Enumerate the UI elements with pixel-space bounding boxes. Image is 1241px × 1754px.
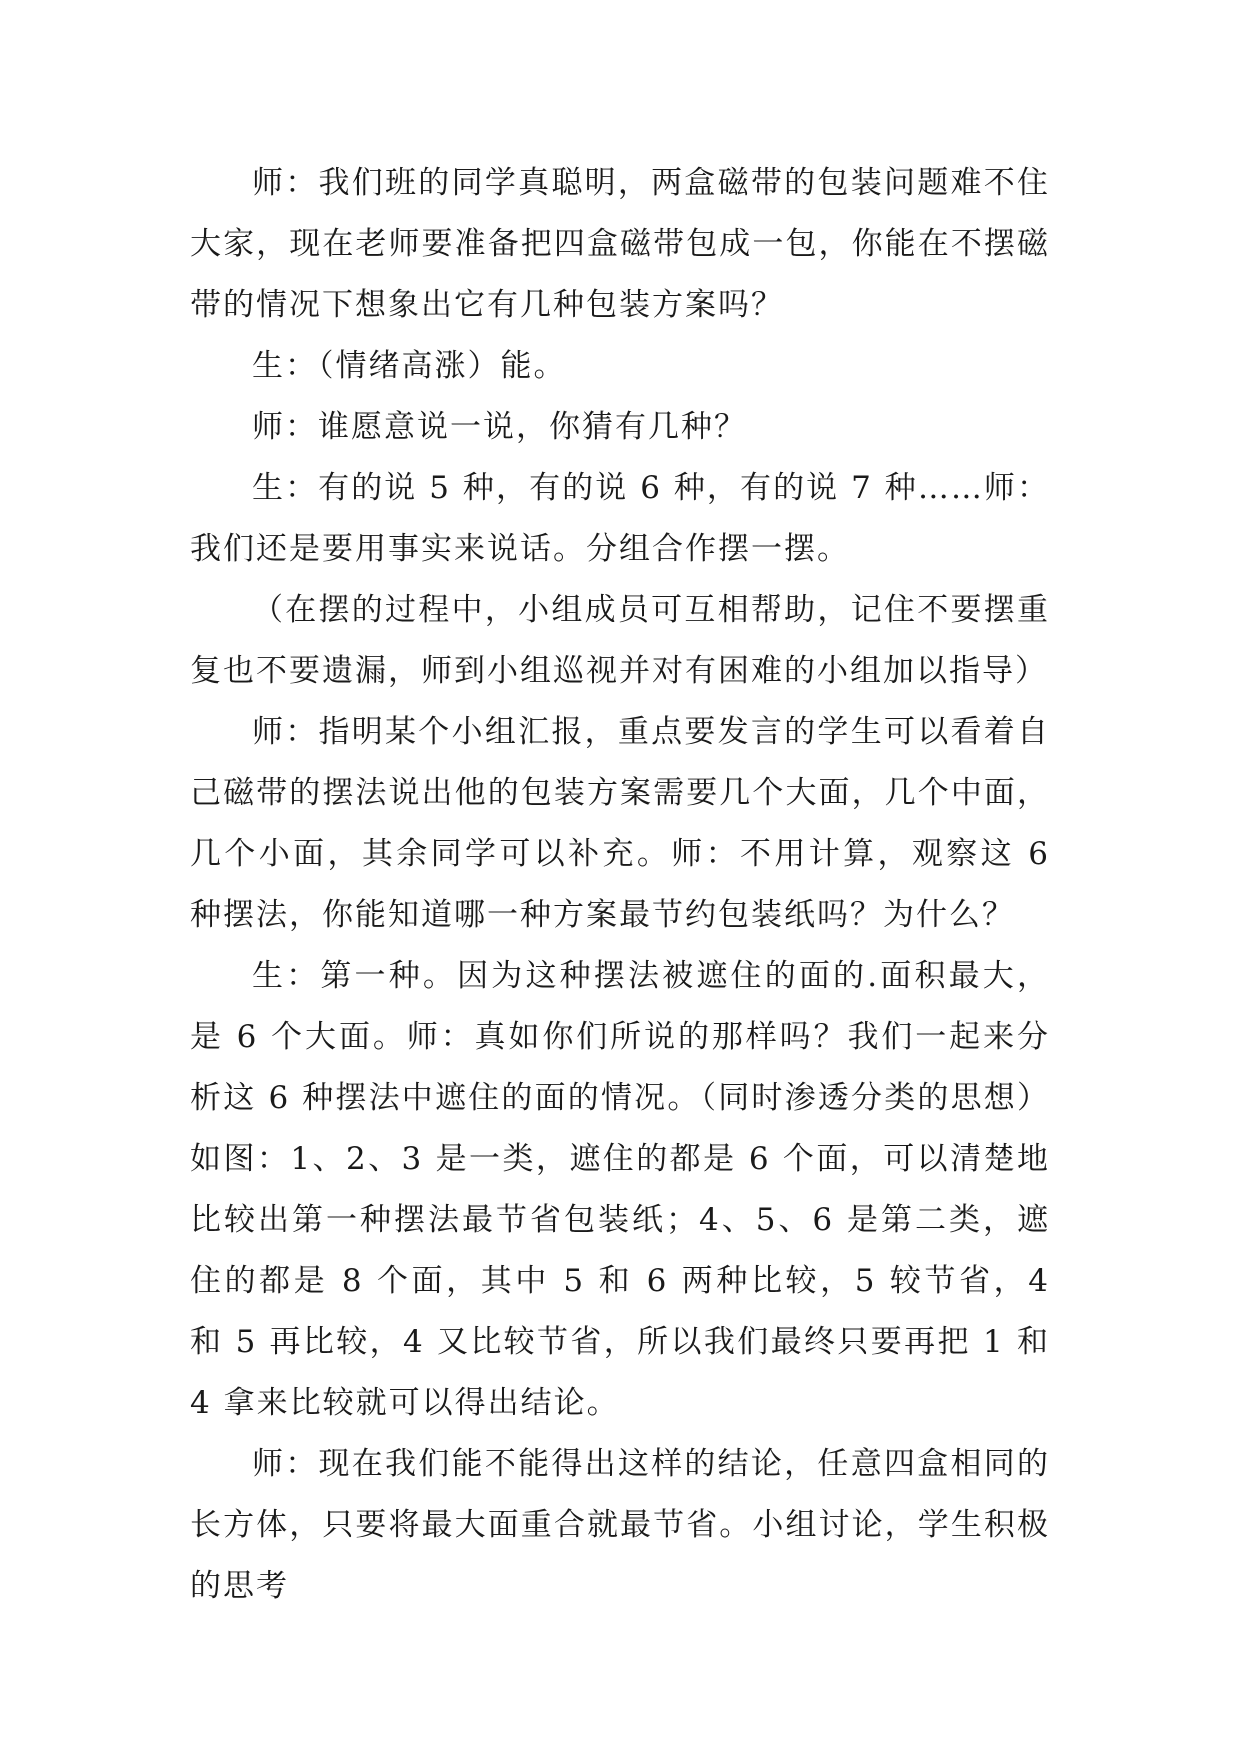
paragraph-teacher-question: 师：我们班的同学真聪明，两盒磁带的包装问题难不住大家，现在老师要准备把四盒磁带包成一包，你能在不摆磁带的情况下想象出它有几种包装方案吗？ xyxy=(190,165,1050,323)
paragraph-conclusion: 师：现在我们能不能得出这样的结论，任意四盒相同的长方体，只要将最大面重合就最节省。小组讨论，学生积极的思考 xyxy=(190,1446,1050,1604)
paragraph-student-guess: 生：有的说 5 种，有的说 6 种，有的说 7 种……师：我们还是要用事实来说话。分组合作摆一摆。 xyxy=(190,470,1050,567)
paragraph-student-answer: 生：（情绪高涨）能。 xyxy=(252,348,567,384)
paragraph-group-report: 师：指明某个小组汇报，重点要发言的学生可以看着自己磁带的摆法说出他的包装方案需要几个大面，几个中面，几个小面，其余同学可以补充。师：不用计算，观察这 6 种摆法，你能知道哪一种方案最节约包装纸吗？为什么？ xyxy=(190,714,1050,933)
paragraph-teacher-ask: 师：谁愿意说一说，你猜有几种？ xyxy=(252,409,747,445)
document-body xyxy=(190,153,1050,1617)
paragraph-activity-note: （在摆的过程中，小组成员可互相帮助，记住不要摆重复也不要遗漏，师到小组巡视并对有困难的小组加以指导） xyxy=(190,592,1050,689)
paragraph-analysis: 生：第一种。因为这种摆法被遮住的面的.面积最大，是 6 个大面。师：真如你们所说的那样吗？我们一起来分析这 6 种摆法中遮住的面的情况。（同时渗透分类的思想）如图：1、2、3 是一类，遮住的都是 6 个面，可以清楚地比较出第一种摆法最节省包装纸；4、5、6 是第二类，遮住的都是 8 个面，其中 5 和 6 两种比较，5 较节省，4 和 5 再比较，4 又比较节省，所以我们最终只要再把 1 和 4 拿来比较就可以得出结论。 xyxy=(190,958,1050,1421)
